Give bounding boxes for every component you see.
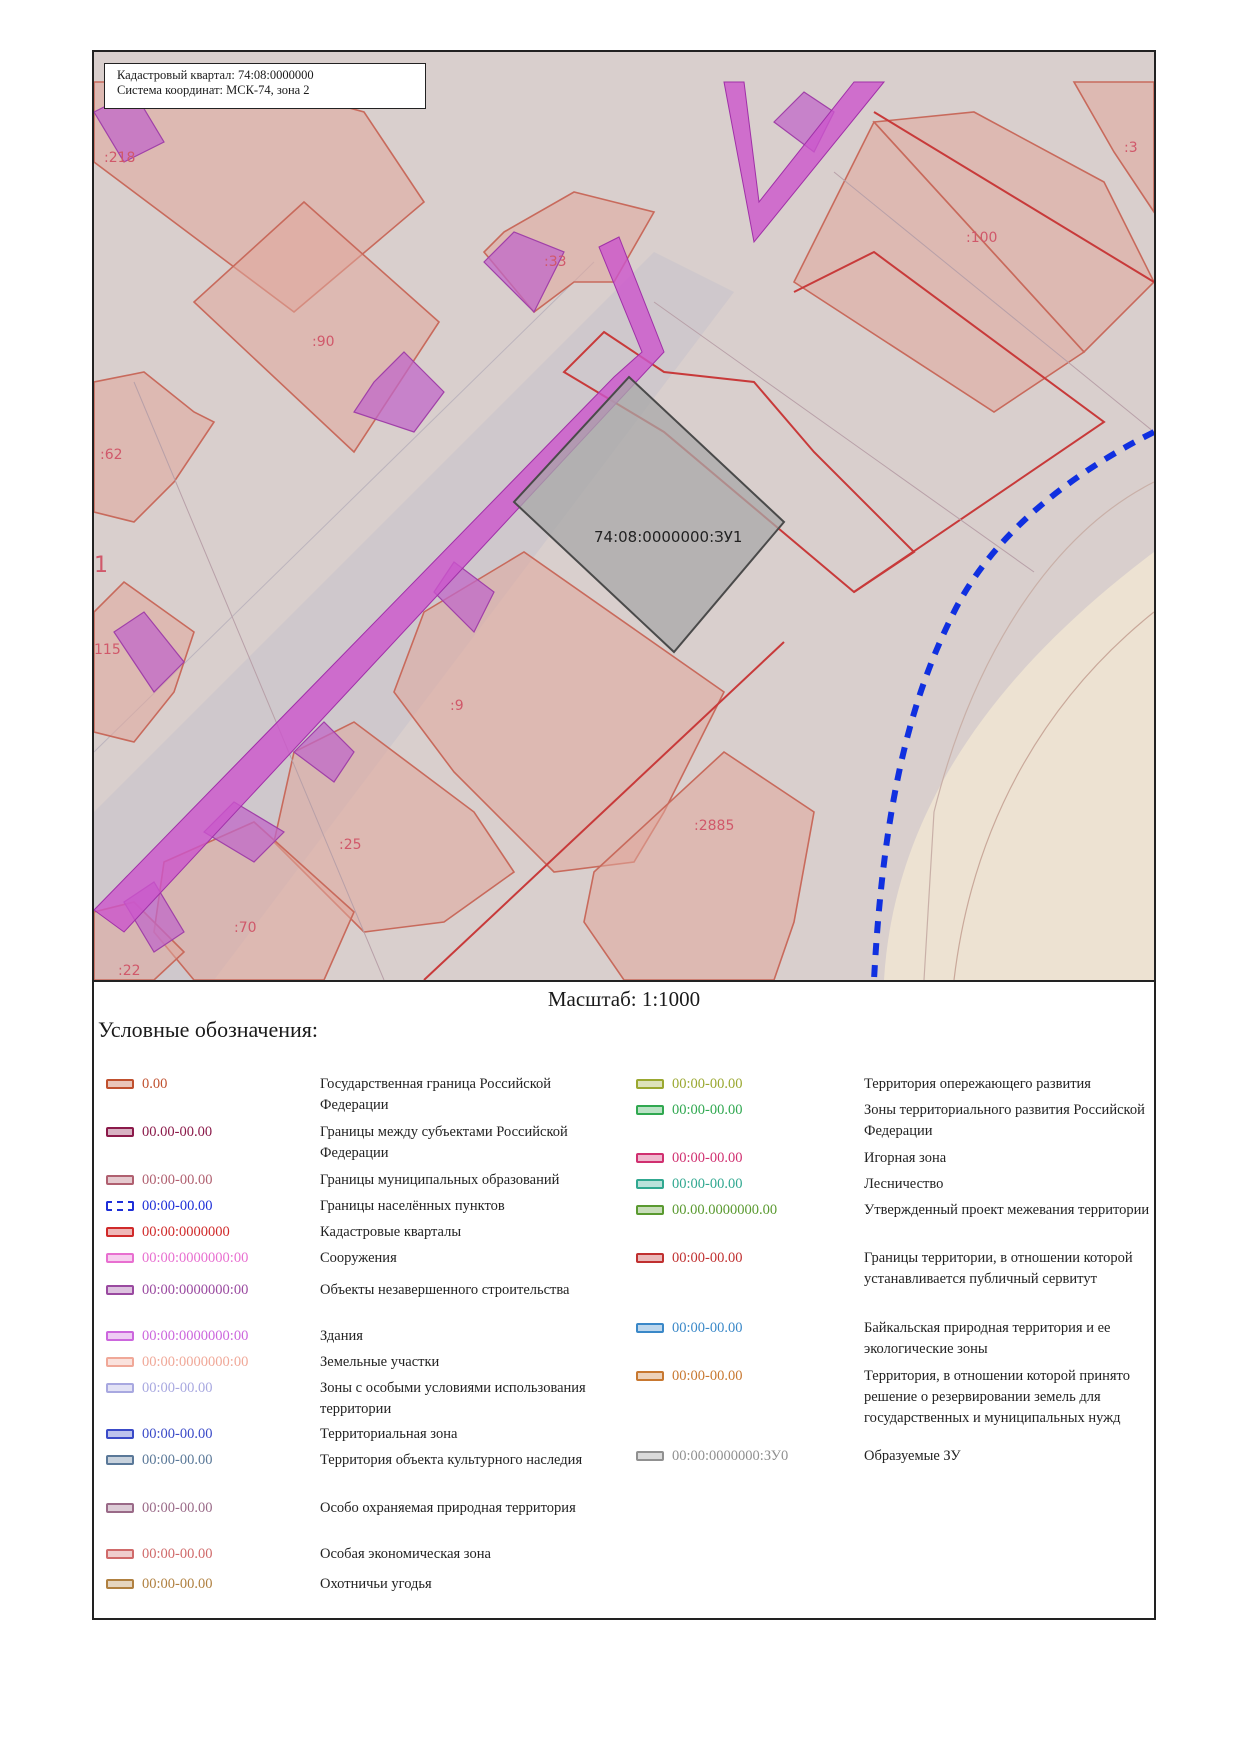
legend-swatch [106, 1253, 134, 1263]
legend-title: Условные обозначения: [98, 1017, 319, 1042]
legend-swatch [636, 1371, 664, 1381]
legend-swatch [636, 1079, 664, 1089]
legend-description: Объекты незавершенного строительства [320, 1282, 570, 1298]
legend-description: Байкальская природная территория и ее экологические зоны [864, 1320, 1111, 1357]
legend-description: Здания [320, 1328, 363, 1344]
info-coordinate-system: Система координат: МСК-74, зона 2 [117, 83, 310, 97]
legend-swatch [106, 1079, 134, 1089]
legend-swatch [106, 1549, 134, 1559]
legend-description: Игорная зона [864, 1150, 947, 1166]
legend-description: Лесничество [864, 1176, 944, 1192]
legend-description: Территориальная зона [320, 1426, 458, 1442]
legend-swatch [636, 1323, 664, 1333]
legend-code: 00:00-00.00 [672, 1320, 743, 1336]
label-22: :22 [118, 963, 141, 979]
legend-swatch [106, 1201, 134, 1211]
legend-code: 00:00:0000000:00 [142, 1328, 249, 1344]
legend-description: Границы муниципальных образований [320, 1172, 560, 1188]
legend-swatch [106, 1127, 134, 1137]
legend-description: Границы территории, в отношении которой устанавливается публичный сервитут [864, 1250, 1133, 1287]
legend-description: Сооружения [320, 1250, 397, 1266]
label-100: :100 [966, 230, 998, 246]
legend-swatch [106, 1357, 134, 1367]
document-frame [92, 50, 1156, 1620]
legend-code: 00:00:0000000 [142, 1224, 230, 1240]
legend-code: 00:00-00.00 [672, 1102, 743, 1118]
legend-code: 00.00-00.00 [142, 1124, 213, 1140]
legend-code: 00:00-00.00 [672, 1368, 743, 1384]
legend-code: 00:00-00.00 [672, 1150, 743, 1166]
legend-code: 00:00-00.00 [142, 1576, 213, 1592]
legend-code: 00:00:0000000:00 [142, 1354, 249, 1370]
legend-swatch [106, 1579, 134, 1589]
legend-swatch [106, 1227, 134, 1237]
legend-description: Земельные участки [320, 1354, 440, 1370]
legend-description: Территория, в отношении которой принято решение о резервировании земель для государственных и муниципальных нужд [864, 1368, 1130, 1426]
label-115: 115 [94, 642, 121, 658]
legend-code: 00:00:0000000:00 [142, 1250, 249, 1266]
label-2885: :2885 [694, 818, 735, 834]
info-cadastral-quarter: Кадастровый квартал: 74:08:0000000 [117, 68, 314, 82]
legend-code: 00:00-00.00 [142, 1452, 213, 1468]
legend-code: 00:00-00.00 [142, 1546, 213, 1562]
legend-code: 00:00-00.00 [672, 1076, 743, 1092]
label-218: :218 [104, 150, 136, 166]
legend-code: 0.00 [142, 1076, 168, 1092]
label-1: 1 [94, 553, 108, 578]
legend-swatch [106, 1331, 134, 1341]
legend-description: Территория объекта культурного наследия [320, 1452, 583, 1468]
label-62: :62 [100, 447, 123, 463]
legend-code: 00:00-00.00 [142, 1426, 213, 1442]
legend-code: 00:00-00.00 [142, 1172, 213, 1188]
label-25: :25 [339, 837, 362, 853]
legend-description: Территория опережающего развития [864, 1076, 1091, 1092]
legend-description: Зоны территориального развития Российской Федерации [864, 1102, 1145, 1139]
legend-swatch [636, 1179, 664, 1189]
legend-swatch [636, 1153, 664, 1163]
legend-swatch [636, 1451, 664, 1461]
legend-code: 00:00-00.00 [142, 1198, 213, 1214]
legend-swatch [106, 1285, 134, 1295]
legend-description: Охотничьи угодья [320, 1576, 432, 1592]
cadastral-map[interactable] [94, 52, 1154, 982]
map-scale: Масштаб: 1:1000 [547, 987, 701, 1011]
legend-swatch [106, 1175, 134, 1185]
legend-description: Кадастровые кварталы [320, 1224, 462, 1240]
legend-swatch [106, 1455, 134, 1465]
legend-swatch [106, 1383, 134, 1393]
legend-description: Зоны с особыми условиями использования территории [320, 1380, 586, 1417]
map-info-box [104, 63, 426, 109]
legend-description: Государственная граница Российской Федерации [320, 1076, 552, 1113]
legend-description: Особая экономическая зона [320, 1546, 491, 1562]
legend-code: 00.00.0000000.00 [672, 1202, 778, 1218]
map-canvas [94, 52, 1154, 980]
label-9: :9 [450, 698, 464, 714]
legend-code: 00:00-00.00 [142, 1500, 213, 1516]
legend-swatch [106, 1503, 134, 1513]
legend-description: Образуемые ЗУ [864, 1448, 961, 1464]
label-3: :3 [1124, 140, 1138, 156]
label-70: :70 [234, 920, 257, 936]
legend-code: 00:00-00.00 [672, 1176, 743, 1192]
legend-description: Утвержденный проект межевания территории [864, 1202, 1150, 1218]
legend-description: Границы населённых пунктов [320, 1198, 505, 1214]
legend-swatch [106, 1429, 134, 1439]
legend-code: 00:00:0000000:ЗУ0 [672, 1448, 789, 1464]
legend-code: 00:00:0000000:00 [142, 1282, 249, 1298]
label-zu1: 74:08:0000000:ЗУ1 [594, 528, 743, 546]
label-33: :33 [544, 254, 567, 270]
legend-description: Границы между субъектами Российской Федерации [320, 1124, 568, 1161]
legend-code: 00:00-00.00 [672, 1250, 743, 1266]
legend-description: Особо охраняемая природная территория [320, 1500, 576, 1516]
legend-swatch [636, 1253, 664, 1263]
legend-code: 00:00-00.00 [142, 1380, 213, 1396]
legend-swatch [636, 1205, 664, 1215]
legend-swatch [636, 1105, 664, 1115]
label-90: :90 [312, 334, 335, 350]
